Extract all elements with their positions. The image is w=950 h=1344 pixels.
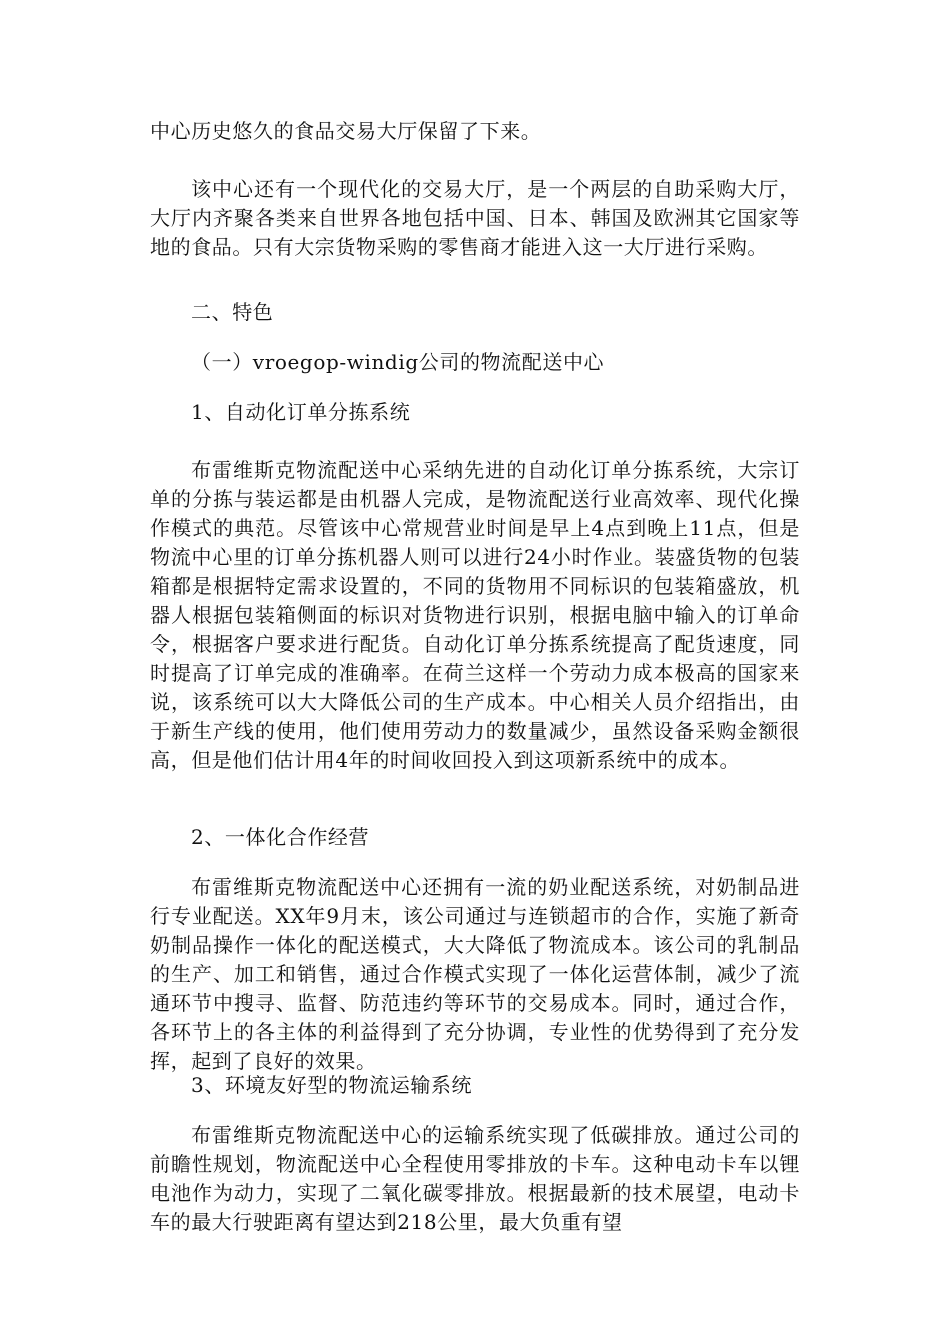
paragraph-modern-trading-hall: 该中心还有一个现代化的交易大厅，是一个两层的自助采购大厅，大厅内齐聚各类来自世界各地包括中国、日本、韩国及欧洲其它国家等地的食品。只有大宗货物采购的零售商才能进入这一大厅进行采购。 — [150, 177, 800, 259]
paragraph-green-transport: 布雷维斯克物流配送中心的运输系统实现了低碳排放。通过公司的前瞻性规划，物流配送中心全程使用零排放的卡车。这种电动卡车以锂电池作为动力，实现了二氧化碳零排放。根据最新的技术展望，电动卡车的最大行驶距离有望达到218公里，最大负重有望 — [150, 1123, 800, 1234]
item-heading-integrated-cooperation: 2、一体化合作经营 — [191, 825, 370, 849]
paragraph-continuation: 中心历史悠久的食品交易大厅保留了下来。 — [150, 119, 542, 143]
item-heading-green-transport: 3、环境友好型的物流运输系统 — [191, 1073, 473, 1097]
paragraph-automated-sorting: 布雷维斯克物流配送中心采纳先进的自动化订单分拣系统，大宗订单的分拣与装运都是由机器人完成，是物流配送行业高效率、现代化操作模式的典范。尽管该中心常规营业时间是早上4点到晚上11点，但是物流中心里的订单分拣机器人则可以进行24小时作业。装盛货物的包装箱都是根据特定需求设置的，不同的货物用不同标识的包装箱盛放，机器人根据包装箱侧面的标识对货物进行识别，根据电脑中输入的订单命令，根据客户要求进行配货。自动化订单分拣系统提高了配货速度，同时提高了订单完成的准确率。在荷兰这样一个劳动力成本极高的国家来说，该系统可以大大降低公司的生产成本。中心相关人员介绍指出，由于新生产线的使用，他们使用劳动力的数量减少，虽然设备采购金额很高，但是他们估计用4年的时间收回投入到这项新系统中的成本。 — [150, 458, 800, 772]
subsection-heading-company: （一）vroegop-windig公司的物流配送中心 — [191, 350, 605, 374]
paragraph-integrated-cooperation: 布雷维斯克物流配送中心还拥有一流的奶业配送系统，对奶制品进行专业配送。XX年9月末，该公司通过与连锁超市的合作，实施了新奇奶制品操作一体化的配送模式，大大降低了物流成本。该公司的乳制品的生产、加工和销售，通过合作模式实现了一体化运营体制，减少了流通环节中搜寻、监督、防范违约等环节的交易成本。同时，通过合作，各环节上的各主体的利益得到了充分协调，专业性的优势得到了充分发挥，起到了良好的效果。 — [150, 875, 800, 1073]
section-heading-features: 二、特色 — [191, 300, 274, 324]
item-heading-automated-sorting: 1、自动化订单分拣系统 — [191, 400, 411, 424]
